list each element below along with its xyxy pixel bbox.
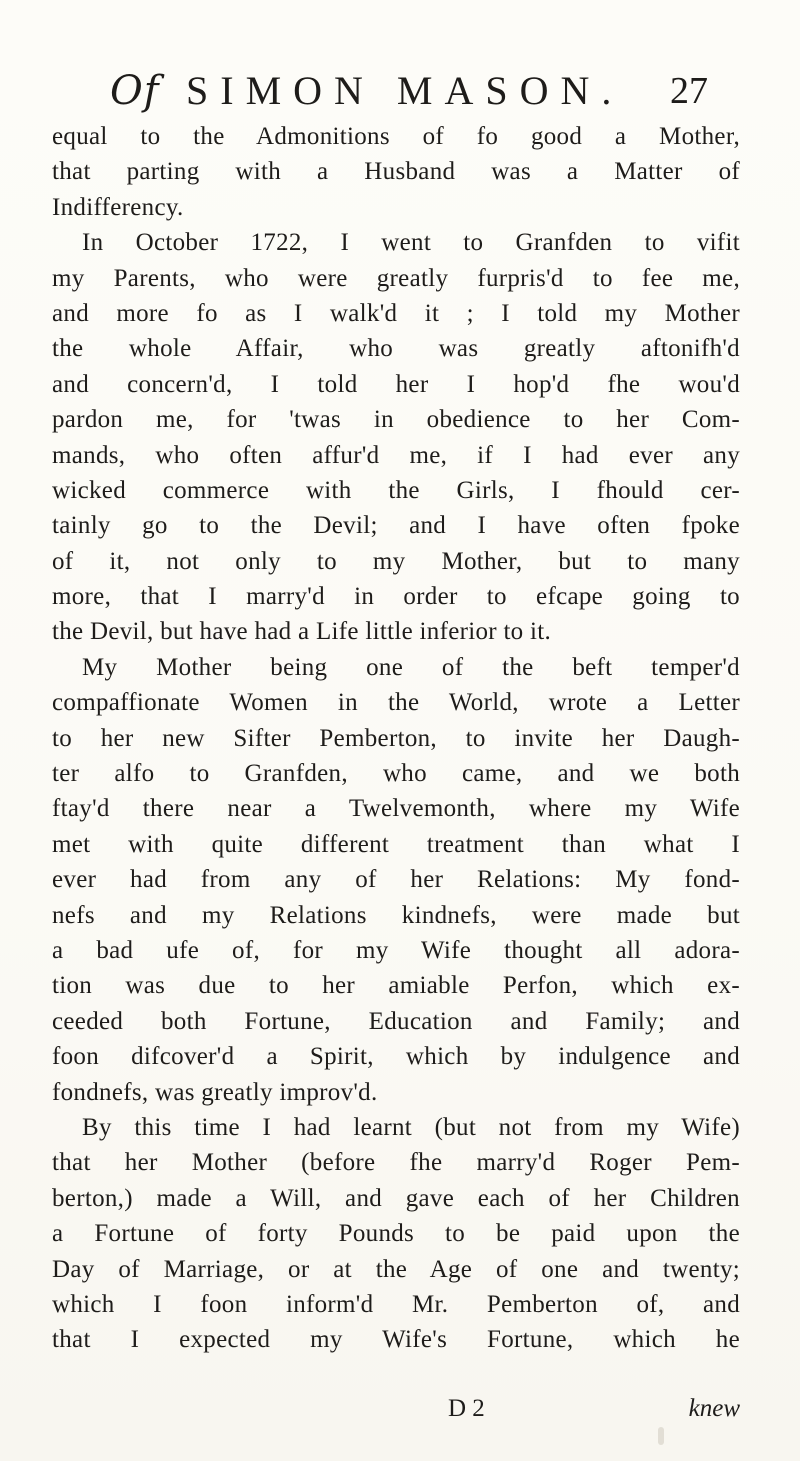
running-head-title: SIMON MASON. [186,68,624,113]
text-line: the Devil, but have had a Life little inferior to it. [52,618,552,646]
running-head [108,66,708,116]
text-line: more, that I marry'd in order to efcape going to [52,583,740,611]
catchword: knew [688,1395,740,1422]
signature-mark: D 2 [448,1395,485,1422]
text-line: met with quite different treatment than what I [52,830,740,858]
body-text [52,119,740,1358]
page-footer [52,1391,740,1427]
text-line: ever had from any of her Relations: My fond- [52,866,740,894]
running-head-of: Of [110,68,160,114]
text-line: Day of Marriage, or at the Age of one and twenty; [52,1255,740,1283]
text-line: ceeded both Fortune, Education and Family; and [52,1007,740,1035]
text-line: My Mother being one of the beft temper'd [82,653,740,681]
text-line: foon difcover'd a Spirit, which by indulgence and [52,1043,740,1071]
text-line: fondnefs, was greatly improv'd. [52,1078,378,1106]
text-line: ter alfo to Granfden, who came, and we both [52,760,740,788]
text-line: a Fortune of forty Pounds to be paid upon the [52,1220,740,1248]
text-line: By this time I had learnt (but not from my Wife) [82,1113,740,1141]
text-line: the whole Affair, who was greatly aftonifh'd [52,335,740,363]
text-line: tion was due to her amiable Perfon, which ex- [52,972,740,1000]
text-line: pardon me, for 'twas in obedience to her Com- [52,406,740,434]
text-line: berton,) made a Will, and gave each of her Children [52,1184,740,1212]
text-line: a bad ufe of, for my Wife thought all adora- [52,936,740,964]
text-line: mands, who often affur'd me, if I had ever any [52,441,740,469]
text-line: that parting with a Husband was a Matter of [52,158,740,186]
text-line: compaffionate Women in the World, wrote a Letter [52,689,740,717]
text-line: wicked commerce with the Girls, I fhould cer- [52,476,740,504]
text-line: equal to the Admonitions of fo good a Mother, [52,123,740,150]
text-line: my Parents, who were greatly furpris'd to fee me, [52,264,740,292]
text-line: which I foon inform'd Mr. Pemberton of, and [52,1290,740,1318]
text-line: that I expected my Wife's Fortune, which he [52,1326,740,1354]
text-line: of it, not only to my Mother, but to many [52,547,740,575]
text-line: Indifferency. [52,193,184,221]
text-line: nefs and my Relations kindnefs, were made but [52,901,740,929]
text-line: and concern'd, I told her I hop'd fhe wou'd [52,370,740,398]
text-line: In October 1722, I went to Granfden to vifit [82,229,740,257]
paper-mark [658,1427,664,1445]
text-line: to her new Sifter Pemberton, to invite her Daugh- [52,724,740,752]
text-line: ftay'd there near a Twelvemonth, where my Wife [52,795,740,823]
text-line: that her Mother (before fhe marry'd Roger Pem- [52,1149,740,1177]
page-number: 27 [670,70,708,112]
text-line: tainly go to the Devil; and I have often fpoke [52,512,740,540]
text-line: and more fo as I walk'd it ; I told my Mother [52,299,740,327]
